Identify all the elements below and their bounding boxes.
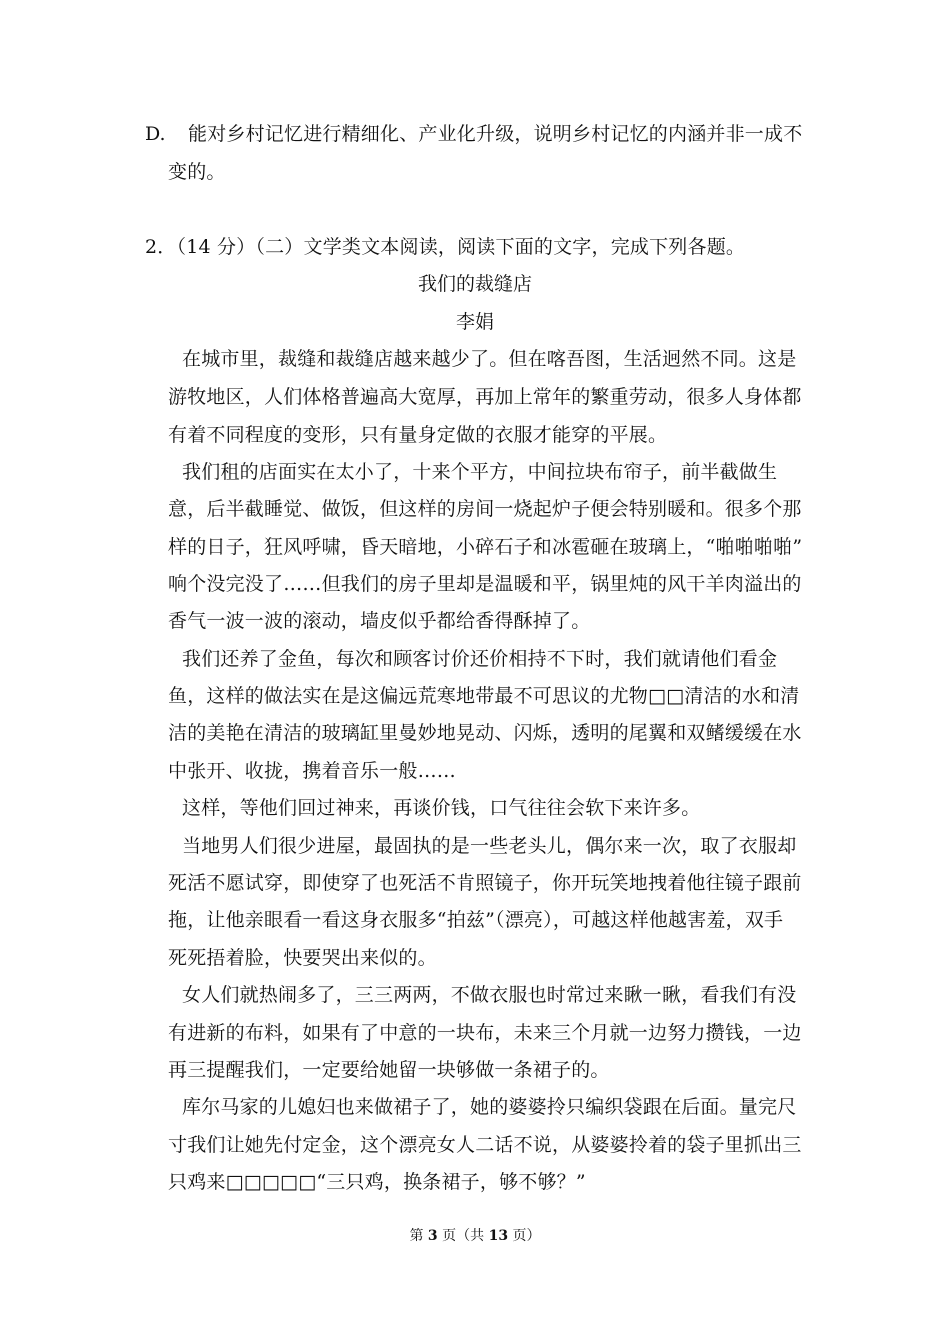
article-line: 有着不同程度的变形，只有量身定做的衣服才能穿的平展。 — [168, 424, 668, 446]
article-author: 李娟 — [455, 311, 494, 333]
article-line: 意，后半截睡觉、做饭，但这样的房间一烧起炉子便会特别暖和。很多个那 — [168, 498, 802, 520]
article-line: 样的日子，狂风呼啸，昏天暗地，小碎石子和冰雹砸在玻璃上，“啪啪啪啪” — [168, 536, 803, 558]
page-number-current: 3 — [427, 1228, 438, 1244]
article-line: 香气一波一波的滚动，墙皮似乎都给香得酥掉了。 — [168, 610, 591, 632]
page-number-total: 13 — [488, 1228, 509, 1244]
article-title: 我们的裁缝店 — [417, 273, 532, 295]
option-d-label: D. — [145, 123, 166, 145]
page-number — [0, 1227, 950, 1245]
question-heading: 2．（14 分）（二）文学类文本阅读，阅读下面的文字，完成下列各题。 — [145, 236, 746, 258]
article-line: 这样，等他们回过神来，再谈价钱，口气往往会软下来许多。 — [182, 797, 701, 819]
article-line: 死死捂着脸，快要哭出来似的。 — [168, 947, 437, 969]
article-line: 女人们就热闹多了，三三两两，不做衣服也时常过来瞅一瞅，看我们有没 — [182, 984, 797, 1006]
page-number-middle: 页（共 — [437, 1228, 489, 1244]
article-line: 中张开、收拢，携着音乐一般…… — [168, 760, 457, 782]
option-d-line-2: 变的。 — [168, 161, 226, 183]
article-line: 寸我们让她先付定金，这个漂亮女人二话不说，从婆婆拎着的袋子里抓出三 — [168, 1134, 802, 1156]
option-d-line-1: 能对乡村记忆进行精细化、产业化升级，说明乡村记忆的内涵并非一成不 — [188, 123, 803, 145]
article-line: 拖，让他亲眼看一看这身衣服多“拍兹”（漂亮），可越这样他越害羞，双手 — [168, 909, 784, 931]
article-line: 游牧地区，人们体格普遍高大宽厚，再加上常年的繁重劳动，很多人身体都 — [168, 386, 802, 408]
page-number-prefix: 第 — [409, 1228, 428, 1244]
article-line: 鱼，这样的做法实在是这偏远荒寒地带最不可思议的尤物□□清洁的水和清 — [168, 685, 800, 707]
article-line: 在城市里，裁缝和裁缝店越来越少了。但在喀吾图，生活迥然不同。这是 — [182, 348, 797, 370]
article-line: 有进新的布料，如果有了中意的一块布，未来三个月就一边努力攒钱，一边 — [168, 1022, 802, 1044]
article-line: 库尔马家的儿媳妇也来做裙子了，她的婆婆拎只编织袋跟在后面。量完尺 — [182, 1096, 797, 1118]
article-line: 洁的美艳在清洁的玻璃缸里曼妙地晃动、闪烁，透明的尾翼和双鳍缓缓在水 — [168, 722, 802, 744]
article-line: 当地男人们很少进屋，最固执的是一些老头儿，偶尔来一次，取了衣服却 — [182, 835, 797, 857]
page-number-suffix: 页） — [508, 1228, 541, 1244]
article-line: 响个没完没了……但我们的房子里却是温暖和平，锅里炖的风干羊肉溢出的 — [168, 573, 802, 595]
article-line: 死活不愿试穿，即使穿了也死活不肯照镜子，你开玩笑地拽着他往镜子跟前 — [168, 872, 802, 894]
article-line: 我们还养了金鱼，每次和顾客讨价还价相持不下时，我们就请他们看金 — [182, 648, 778, 670]
article-line: 我们租的店面实在太小了，十来个平方，中间拉块布帘子，前半截做生 — [182, 461, 778, 483]
article-line: 只鸡来□□□□□“三只鸡，换条裙子，够不够？” — [168, 1171, 586, 1193]
article-line: 再三提醒我们，一定要给她留一块够做一条裙子的。 — [168, 1059, 610, 1081]
